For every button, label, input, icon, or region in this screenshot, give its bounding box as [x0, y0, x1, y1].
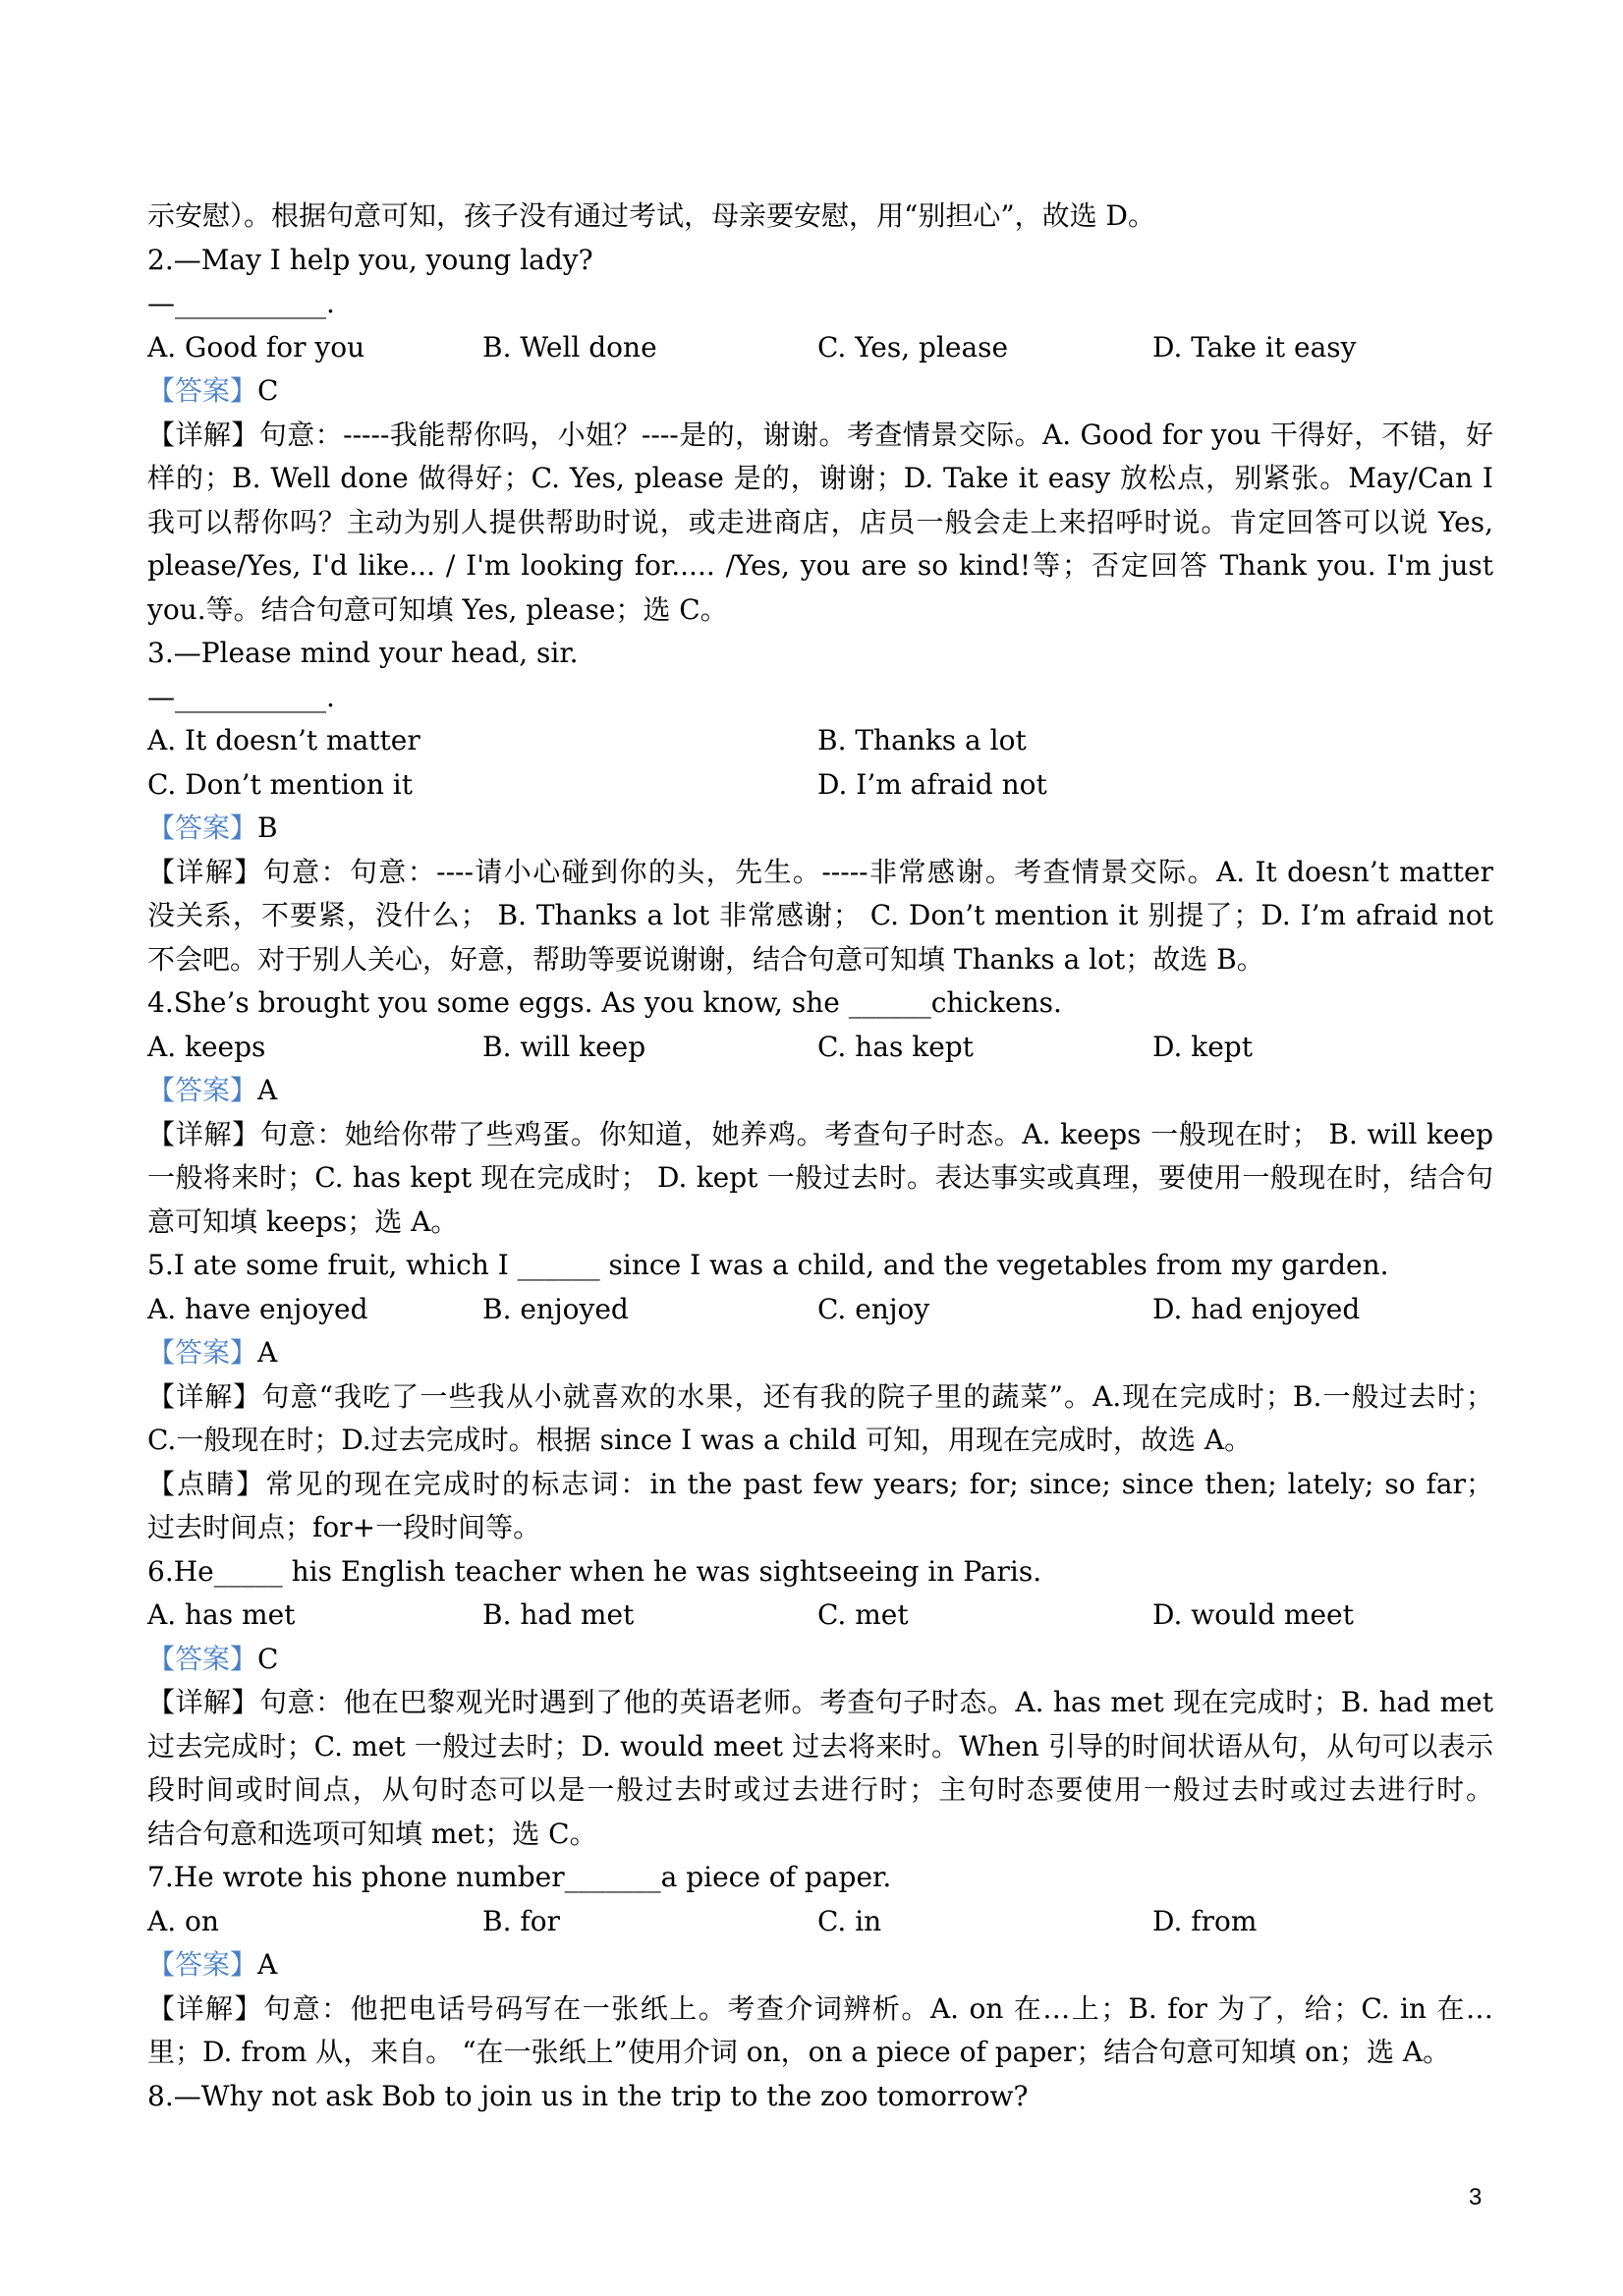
explanation-line: 【详解】句意：她给你带了些鸡蛋。你知道，她养鸡。考查句子时态。A. keeps 一般现在时； B. will keep	[147, 1117, 1493, 1150]
answer-tag: 【答案】	[147, 812, 258, 844]
answer-tag: 【答案】	[147, 1074, 258, 1106]
explanation-line: 【详解】句意：他把电话号码写在一张纸上。考查介词辨析。A. on 在…上；B. for 为了，给；C. in 在…	[147, 1991, 1493, 2025]
option-a: A. have enjoyed	[147, 1292, 368, 1325]
option-c: C. has kept	[817, 1030, 974, 1063]
explanation-line: C.一般现在时；D.过去完成时。根据 since I was a child 可知，用现在完成时，故选 A。	[147, 1424, 1253, 1456]
option-c: C. Don’t mention it	[147, 767, 413, 801]
answer-value: C	[257, 1642, 279, 1675]
option-b: B. will keep	[482, 1030, 646, 1063]
question-2-answer	[147, 369, 1493, 414]
question-3-options-row1	[147, 719, 1493, 763]
question-2: 2.—May I help you, young lady?	[147, 243, 593, 276]
option-d: D. had enjoyed	[1152, 1292, 1361, 1325]
explanation-line: 结合句意和选项可知填 met；选 C。	[147, 1817, 597, 1850]
explanation-line: please/Yes, I'd like... / I'm looking for..... /Yes, you are so kind!等；否定回答 Thank you. I'm just	[147, 549, 1493, 582]
question-3-answer	[147, 807, 1493, 851]
page-number: 3	[1469, 2184, 1483, 2211]
explanation-line: 【详解】句意：-----我能帮你吗，小姐？----是的，谢谢。考查情景交际。A. Good for you 干得好，不错，好	[147, 418, 1493, 451]
answer-tag: 【答案】	[147, 1336, 258, 1369]
explanation-line: 【详解】句意“我吃了一些我从小就喜欢的水果，还有我的院子里的蔬菜”。A.现在完成时；B.一般过去时；	[147, 1379, 1493, 1413]
question-6: 6.He_____ his English teacher when he was sightseeing in Paris.	[147, 1554, 1042, 1588]
option-a: A. on	[147, 1904, 219, 1937]
question-4: 4.She’s brought you some eggs. As you know, she ______chickens.	[147, 986, 1062, 1019]
option-d: D. kept	[1152, 1030, 1253, 1063]
option-b: B. enjoyed	[482, 1292, 629, 1325]
answer-tag: 【答案】	[147, 1642, 258, 1675]
answer-tag: 【答案】	[147, 1948, 258, 1981]
text-line: 示安慰）。根据句意可知，孩子没有通过考试，母亲要安慰，用“别担心”，故选 D。	[147, 199, 1155, 232]
option-d: D. from	[1152, 1904, 1258, 1937]
question-4-options	[147, 1026, 1493, 1070]
answer-value: A	[257, 1948, 278, 1981]
option-a: A. keeps	[147, 1030, 266, 1063]
explanation-line: 我可以帮你吗？主动为别人提供帮助时说，或走进商店，店员一般会走上来招呼时说。肯定回答可以说 Yes,	[147, 505, 1493, 538]
answer-value: A	[257, 1074, 278, 1106]
answer-blank: —___________.	[147, 287, 335, 319]
answer-value: C	[257, 374, 279, 407]
option-d: D. would meet	[1152, 1598, 1354, 1631]
explanation-line: 【详解】句意：他在巴黎观光时遇到了他的英语老师。考查句子时态。A. has met 现在完成时；B. had met	[147, 1686, 1493, 1718]
option-c: C. Yes, please	[817, 330, 1009, 364]
tip-line: 过去时间点；for+一段时间等。	[147, 1511, 541, 1543]
explanation-line: 一般将来时；C. has kept 现在完成时； D. kept 一般过去时。表达事实或真理，要使用一般现在时，结合句	[147, 1161, 1493, 1194]
option-d: D. Take it easy	[1152, 330, 1357, 364]
option-b: B. Thanks a lot	[817, 724, 1027, 756]
answer-value: B	[257, 812, 278, 844]
option-d: D. I’m afraid not	[817, 767, 1047, 801]
option-c: C. enjoy	[817, 1292, 930, 1325]
option-a: A. It doesn’t matter	[147, 724, 420, 756]
explanation-line: 过去完成时；C. met 一般过去时；D. would meet 过去将来时。When 引导的时间状语从句，从句可以表示	[147, 1729, 1493, 1763]
explanation-line: 【详解】句意：句意：----请小心碰到你的头，先生。-----非常感谢。考查情景交际。A. It doesn’t matter	[147, 855, 1493, 888]
option-b: B. Well done	[482, 330, 657, 364]
tip-line: 【点睛】常见的现在完成时的标志词：in the past few years; for; since; since then; lately; so far；	[147, 1467, 1493, 1500]
option-a: A. Good for you	[147, 330, 365, 364]
question-6-options	[147, 1594, 1493, 1638]
question-7-answer	[147, 1943, 1493, 1988]
explanation-line: 样的；B. Well done 做得好；C. Yes, please 是的，谢谢；D. Take it easy 放松点，别紧张。May/Can I	[147, 462, 1493, 494]
option-c: C. in	[817, 1904, 882, 1937]
option-a: A. has met	[147, 1598, 296, 1631]
document-page	[147, 195, 1493, 2118]
question-3-options-row2	[147, 763, 1493, 808]
explanation-line: 段时间或时间点，从句时态可以是一般过去时或过去进行时；主句时态要使用一般过去时或过去进行时。	[147, 1773, 1493, 1806]
answer-value: A	[257, 1336, 278, 1369]
question-5-answer	[147, 1331, 1493, 1375]
option-b: B. had met	[482, 1598, 635, 1631]
answer-tag: 【答案】	[147, 374, 258, 407]
question-6-answer	[147, 1638, 1493, 1682]
explanation-line: 没关系，不要紧，没什么； B. Thanks a lot 非常感谢； C. Don’t mention it 别提了；D. I’m afraid not	[147, 899, 1493, 931]
option-b: B. for	[482, 1904, 560, 1937]
question-4-answer	[147, 1069, 1493, 1113]
question-5-options	[147, 1288, 1493, 1332]
question-7-options	[147, 1900, 1493, 1944]
question-2-options	[147, 326, 1493, 370]
explanation-line: 里；D. from 从，来自。 “在一张纸上”使用介词 on，on a piece of paper；结合句意可知填 on；选 A。	[147, 2036, 1451, 2068]
answer-blank: —___________.	[147, 680, 335, 713]
explanation-line: 意可知填 keeps；选 A。	[147, 1204, 459, 1238]
question-7: 7.He wrote his phone number_______a piece of paper.	[147, 1861, 892, 1893]
question-3: 3.—Please mind your head, sir.	[147, 637, 579, 669]
question-8: 8.—Why not ask Bob to join us in the trip to the zoo tomorrow?	[147, 2079, 1029, 2112]
option-c: C. met	[817, 1598, 909, 1631]
question-5: 5.I ate some fruit, which I ______ since I was a child, and the vegetables from my garden.	[147, 1249, 1389, 1281]
explanation-line: 不会吧。对于别人关心，好意，帮助等要说谢谢，结合句意可知填 Thanks a lot；故选 B。	[147, 942, 1264, 976]
explanation-line: you.等。结合句意可知填 Yes, please；选 C。	[147, 592, 728, 626]
